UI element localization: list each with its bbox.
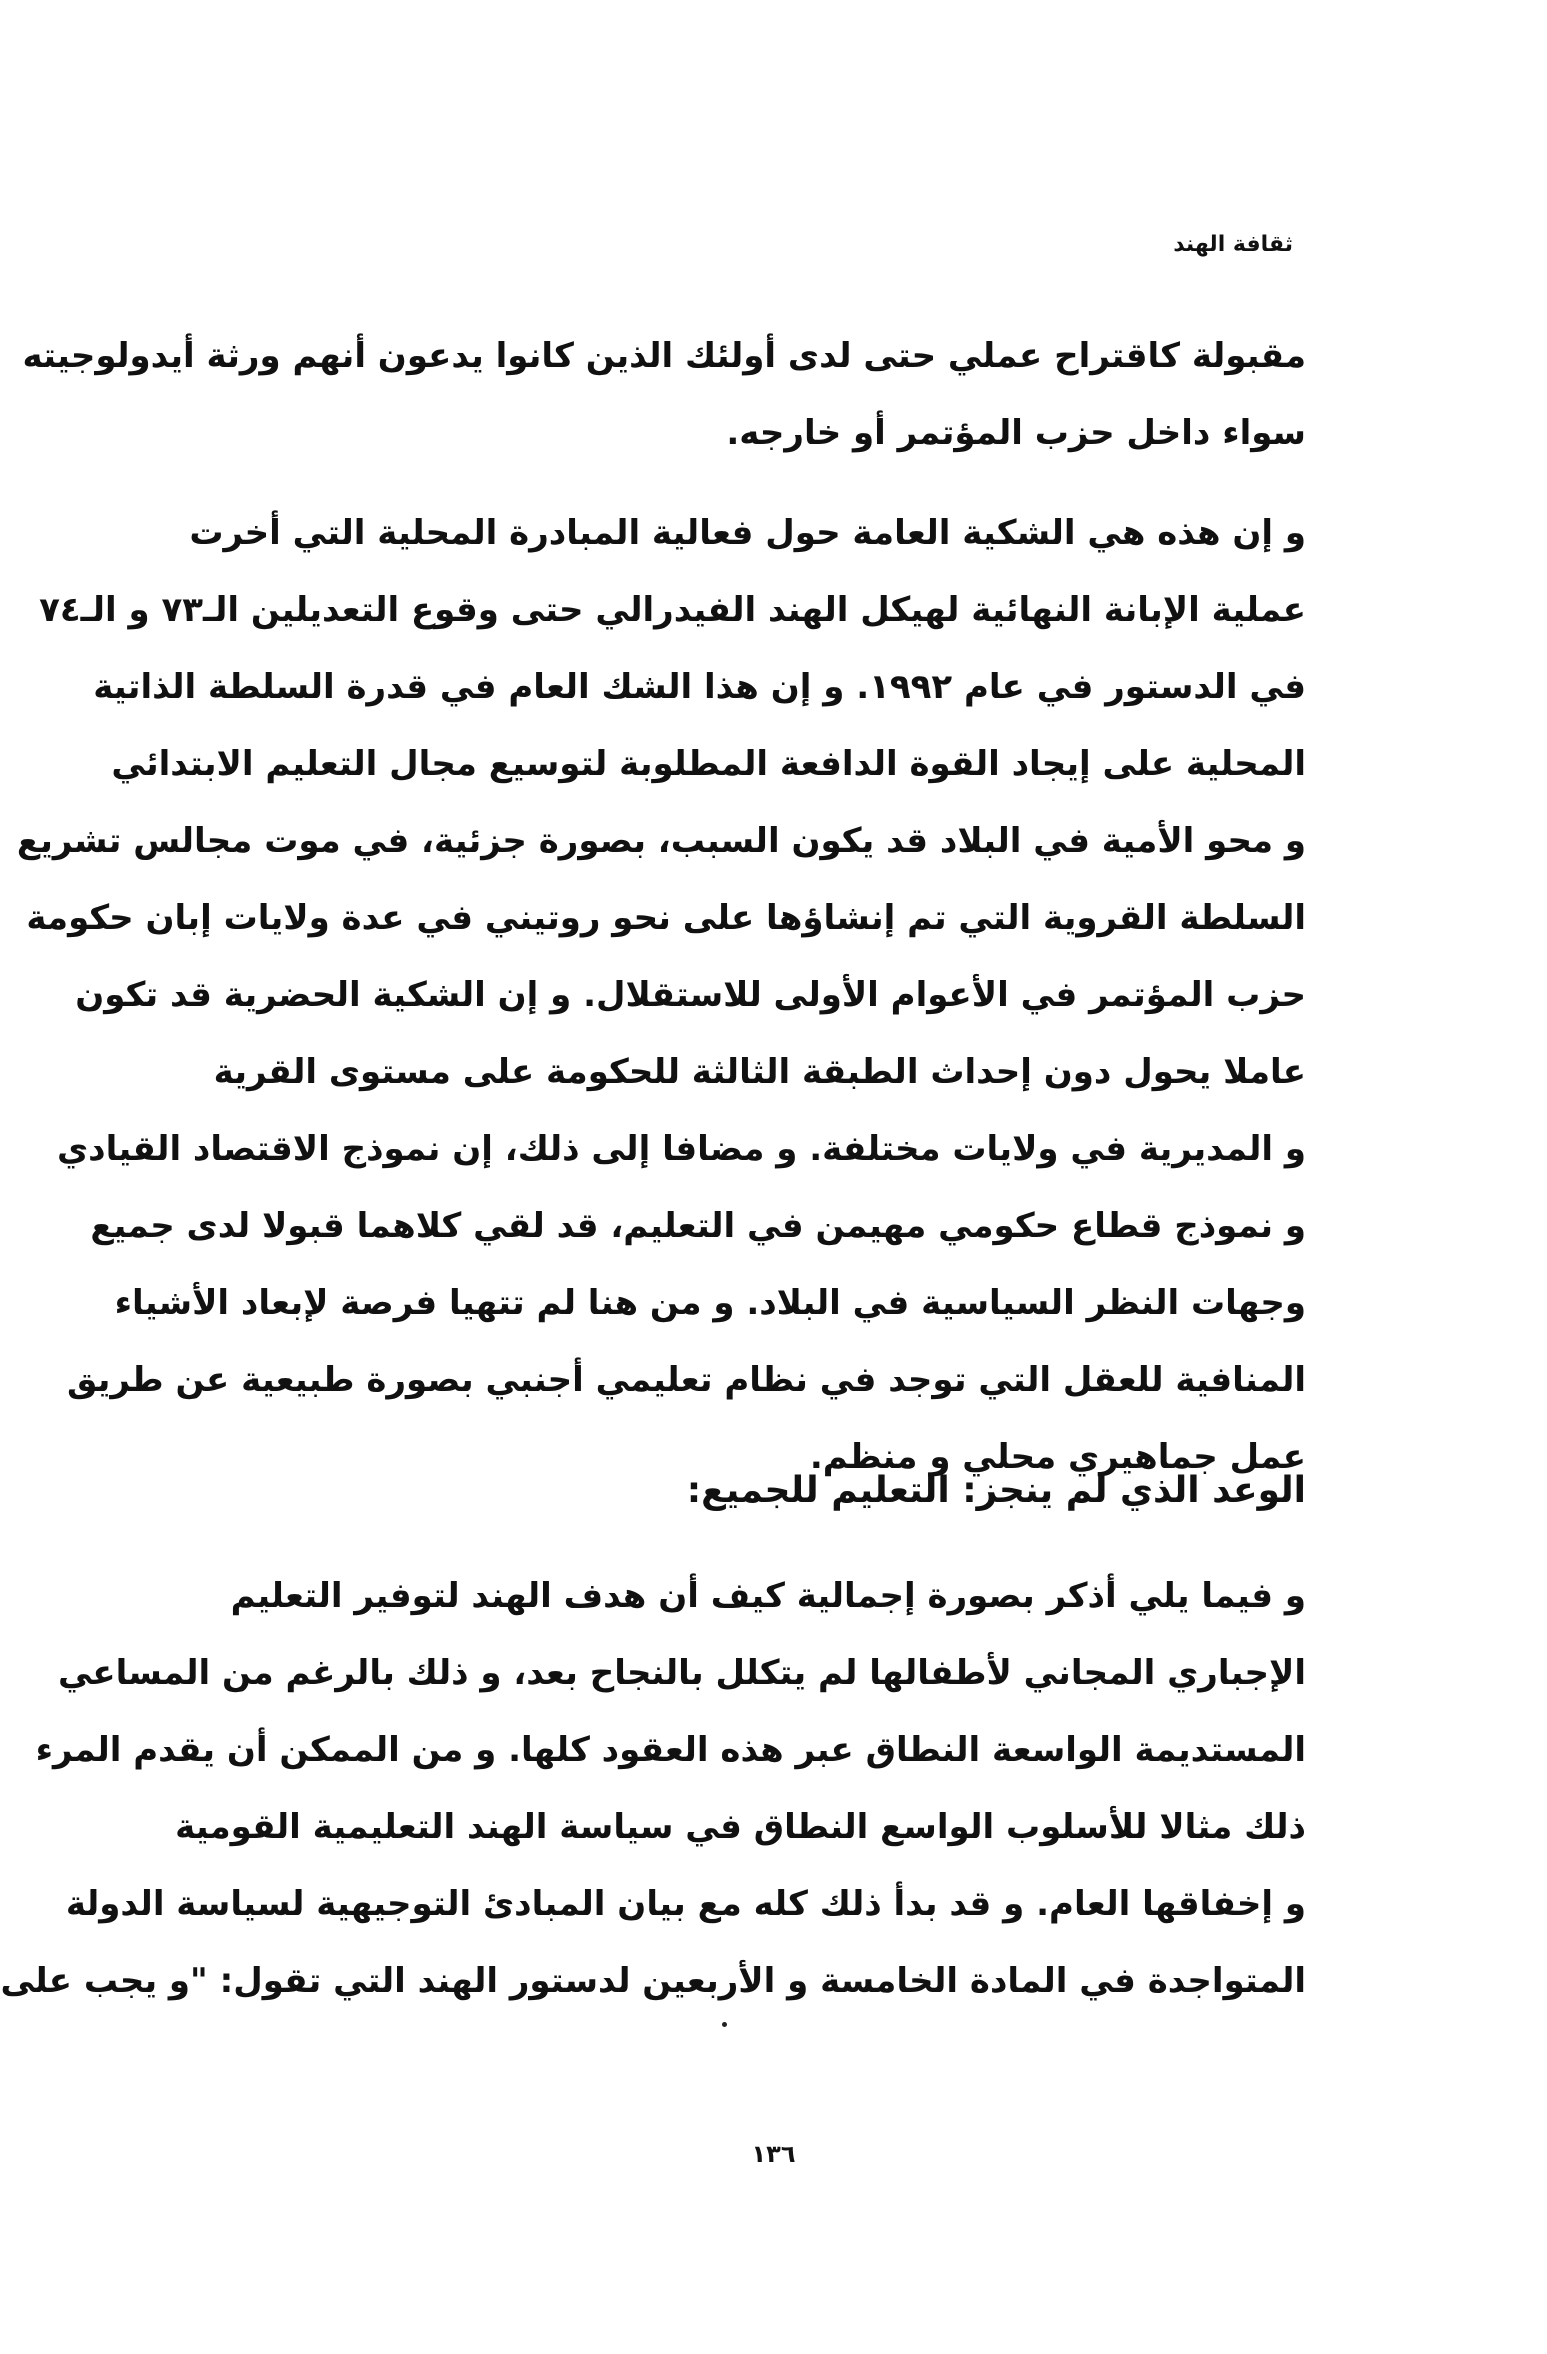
stray-dot [722, 2022, 727, 2027]
paragraph-1 [22, 318, 1306, 472]
paragraph-line: و نموذج قطاع حكومي مهيمن في التعليم، قد لقي كلاهما قبولا لدى جميع [90, 1206, 1306, 1246]
paragraph-3 [0, 1558, 1306, 2020]
section-heading: الوعد الذي لم ينجز: التعليم للجميع: [686, 1470, 1306, 1511]
paragraph-line: السلطة القروية التي تم إنشاؤها على نحو روتيني في عدة ولايات إبان حكومة [26, 898, 1306, 938]
paragraph-line: في الدستور في عام ١٩٩٢. و إن هذا الشك العام في قدرة السلطة الذاتية [93, 667, 1306, 707]
paragraph-line: و المديرية في ولايات مختلفة. و مضافا إلى ذلك، إن نموذج الاقتصاد القيادي [56, 1129, 1306, 1169]
paragraph-line: و إخفاقها العام. و قد بدأ ذلك كله مع بيان المبادئ التوجيهية لسياسة الدولة [65, 1884, 1306, 1924]
paragraph-line: المتواجدة في المادة الخامسة و الأربعين لدستور الهند التي تقول: "و يجب على [0, 1961, 1306, 2001]
paragraph-2 [16, 495, 1306, 1496]
paragraph-line: المنافية للعقل التي توجد في نظام تعليمي أجنبي بصورة طبيعية عن طريق [67, 1360, 1306, 1400]
paragraph-line: عاملا يحول دون إحداث الطبقة الثالثة للحكومة على مستوى القرية [213, 1052, 1306, 1092]
paragraph-line: و فيما يلي أذكر بصورة إجمالية كيف أن هدف الهند لتوفير التعليم [230, 1576, 1306, 1616]
paragraph-line: وجهات النظر السياسية في البلاد. و من هنا لم تتهيا فرصة لإبعاد الأشياء [114, 1283, 1306, 1323]
paragraph-line: المستديمة الواسعة النطاق عبر هذه العقود كلها. و من الممكن أن يقدم المرء [35, 1730, 1306, 1770]
paragraph-line: و محو الأمية في البلاد قد يكون السبب، بصورة جزئية، في موت مجالس تشريع [16, 821, 1306, 861]
paragraph-line: سواء داخل حزب المؤتمر أو خارجه. [726, 413, 1306, 453]
running-head: ثقافة الهند [1173, 232, 1293, 257]
paragraph-line: المحلية على إيجاد القوة الدافعة المطلوبة لتوسيع مجال التعليم الابتدائي [111, 744, 1306, 784]
page-number: ١٣٦ [751, 2140, 796, 2168]
paragraph-line: ذلك مثالا للأسلوب الواسع النطاق في سياسة الهند التعليمية القومية [175, 1807, 1306, 1847]
paragraph-line: حزب المؤتمر في الأعوام الأولى للاستقلال. و إن الشكية الحضرية قد تكون [75, 975, 1306, 1015]
paragraph-line: عملية الإبانة النهائية لهيكل الهند الفيدرالي حتى وقوع التعديلين الـ٧٣ و الـ٧٤ [39, 590, 1306, 630]
paragraph-line: الإجباري المجاني لأطفالها لم يتكلل بالنجاح بعد، و ذلك بالرغم من المساعي [57, 1653, 1306, 1693]
paragraph-line: عمل جماهيري محلي و منظم. [809, 1437, 1306, 1477]
paragraph-line: مقبولة كاقتراح عملي حتى لدى أولئك الذين كانوا يدعون أنهم ورثة أيدولوجيته [22, 336, 1306, 376]
paragraph-line: و إن هذه هي الشكية العامة حول فعالية المبادرة المحلية التي أخرت [189, 513, 1306, 553]
